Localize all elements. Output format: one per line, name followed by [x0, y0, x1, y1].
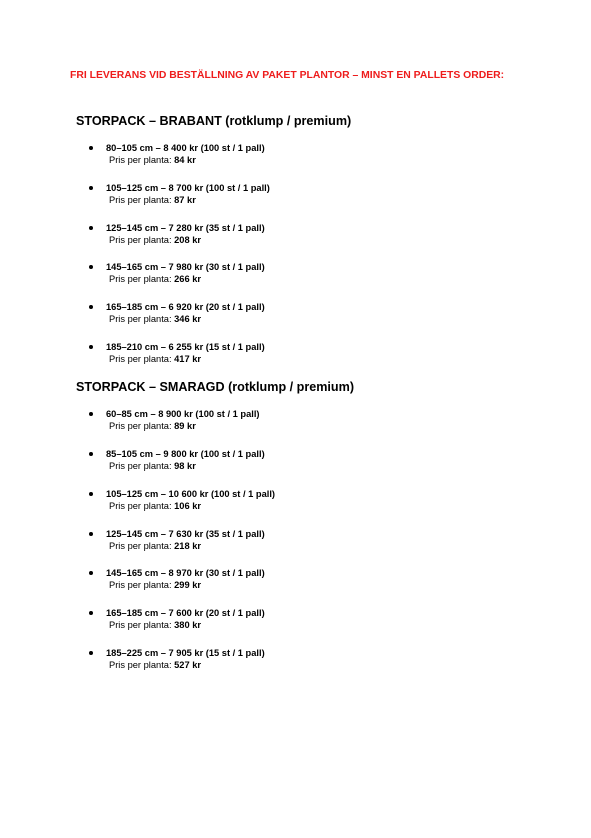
- price-value: 84 kr: [174, 155, 196, 165]
- bullet-icon: [89, 265, 93, 269]
- price-line: [109, 194, 196, 206]
- item-line: 145–165 cm – 7 980 kr (30 st / 1 pall): [106, 262, 265, 272]
- item-line: 105–125 cm – 10 600 kr (100 st / 1 pall): [106, 489, 276, 499]
- item-line: 145–165 cm – 8 970 kr (30 st / 1 pall): [106, 568, 265, 578]
- item-line: 60–85 cm – 8 900 kr (100 st / 1 pall): [106, 409, 260, 419]
- price-line: [109, 313, 201, 325]
- price-line: [109, 420, 196, 432]
- list-item: [89, 607, 509, 635]
- price-label: Pris per planta:: [109, 660, 172, 670]
- price-label: Pris per planta:: [109, 501, 172, 511]
- bullet-icon: [89, 532, 93, 536]
- price-label: Pris per planta:: [109, 354, 172, 364]
- price-label: Pris per planta:: [109, 274, 172, 284]
- price-line: [109, 579, 201, 591]
- section-title-smaragd: STORPACK – SMARAGD (rotklump / premium): [76, 380, 355, 394]
- item-line: 125–145 cm – 7 280 kr (35 st / 1 pall): [106, 223, 265, 233]
- price-line: [109, 540, 201, 552]
- list-item: [89, 222, 509, 250]
- list-item: [89, 182, 509, 210]
- list-item: [89, 261, 509, 289]
- item-line: 85–105 cm – 9 800 kr (100 st / 1 pall): [106, 449, 265, 459]
- item-line: 125–145 cm – 7 630 kr (35 st / 1 pall): [106, 529, 265, 539]
- bullet-icon: [89, 186, 93, 190]
- price-line: [109, 500, 201, 512]
- item-line: 185–225 cm – 7 905 kr (15 st / 1 pall): [106, 648, 265, 658]
- price-value: 87 kr: [174, 195, 196, 205]
- price-value: 89 kr: [174, 421, 196, 431]
- price-value: 527 kr: [174, 660, 202, 670]
- list-item: [89, 567, 509, 595]
- price-value: 417 kr: [174, 354, 202, 364]
- price-label: Pris per planta:: [109, 421, 172, 431]
- item-line: 165–185 cm – 6 920 kr (20 st / 1 pall): [106, 302, 265, 312]
- price-line: [109, 234, 201, 246]
- price-value: 218 kr: [174, 541, 202, 551]
- price-line: [109, 460, 196, 472]
- list-item: [89, 301, 509, 329]
- price-label: Pris per planta:: [109, 541, 172, 551]
- bullet-icon: [89, 651, 93, 655]
- price-line: [109, 619, 201, 631]
- price-label: Pris per planta:: [109, 580, 172, 590]
- price-value: 208 kr: [174, 235, 202, 245]
- bullet-icon: [89, 611, 93, 615]
- bullet-icon: [89, 305, 93, 309]
- bullet-icon: [89, 412, 93, 416]
- price-label: Pris per planta:: [109, 461, 172, 471]
- item-line: 185–210 cm – 6 255 kr (15 st / 1 pall): [106, 342, 265, 352]
- bullet-icon: [89, 492, 93, 496]
- list-item: [89, 488, 509, 516]
- price-line: [109, 154, 196, 166]
- list-item: [89, 647, 509, 675]
- item-line: 80–105 cm – 8 400 kr (100 st / 1 pall): [106, 143, 265, 153]
- bullet-icon: [89, 452, 93, 456]
- delivery-notice: FRI LEVERANS VID BESTÄLLNING AV PAKET PLANTOR – MINST EN PALLETS ORDER:: [70, 70, 505, 81]
- item-line: 165–185 cm – 7 600 kr (20 st / 1 pall): [106, 608, 265, 618]
- price-value: 106 kr: [174, 501, 202, 511]
- list-item: [89, 448, 509, 476]
- price-label: Pris per planta:: [109, 195, 172, 205]
- price-line: [109, 273, 201, 285]
- list-item: [89, 341, 509, 369]
- bullet-icon: [89, 345, 93, 349]
- price-value: 299 kr: [174, 580, 202, 590]
- list-item: [89, 408, 509, 436]
- price-label: Pris per planta:: [109, 235, 172, 245]
- bullet-icon: [89, 226, 93, 230]
- price-label: Pris per planta:: [109, 155, 172, 165]
- bullet-icon: [89, 146, 93, 150]
- list-item: [89, 528, 509, 556]
- price-label: Pris per planta:: [109, 620, 172, 630]
- price-value: 266 kr: [174, 274, 202, 284]
- price-line: [109, 353, 201, 365]
- price-value: 346 kr: [174, 314, 202, 324]
- price-line: [109, 659, 201, 671]
- price-value: 380 kr: [174, 620, 202, 630]
- bullet-icon: [89, 571, 93, 575]
- item-line: 105–125 cm – 8 700 kr (100 st / 1 pall): [106, 183, 270, 193]
- price-value: 98 kr: [174, 461, 196, 471]
- price-label: Pris per planta:: [109, 314, 172, 324]
- list-item: [89, 142, 509, 170]
- section-title-brabant: STORPACK – BRABANT (rotklump / premium): [76, 114, 352, 128]
